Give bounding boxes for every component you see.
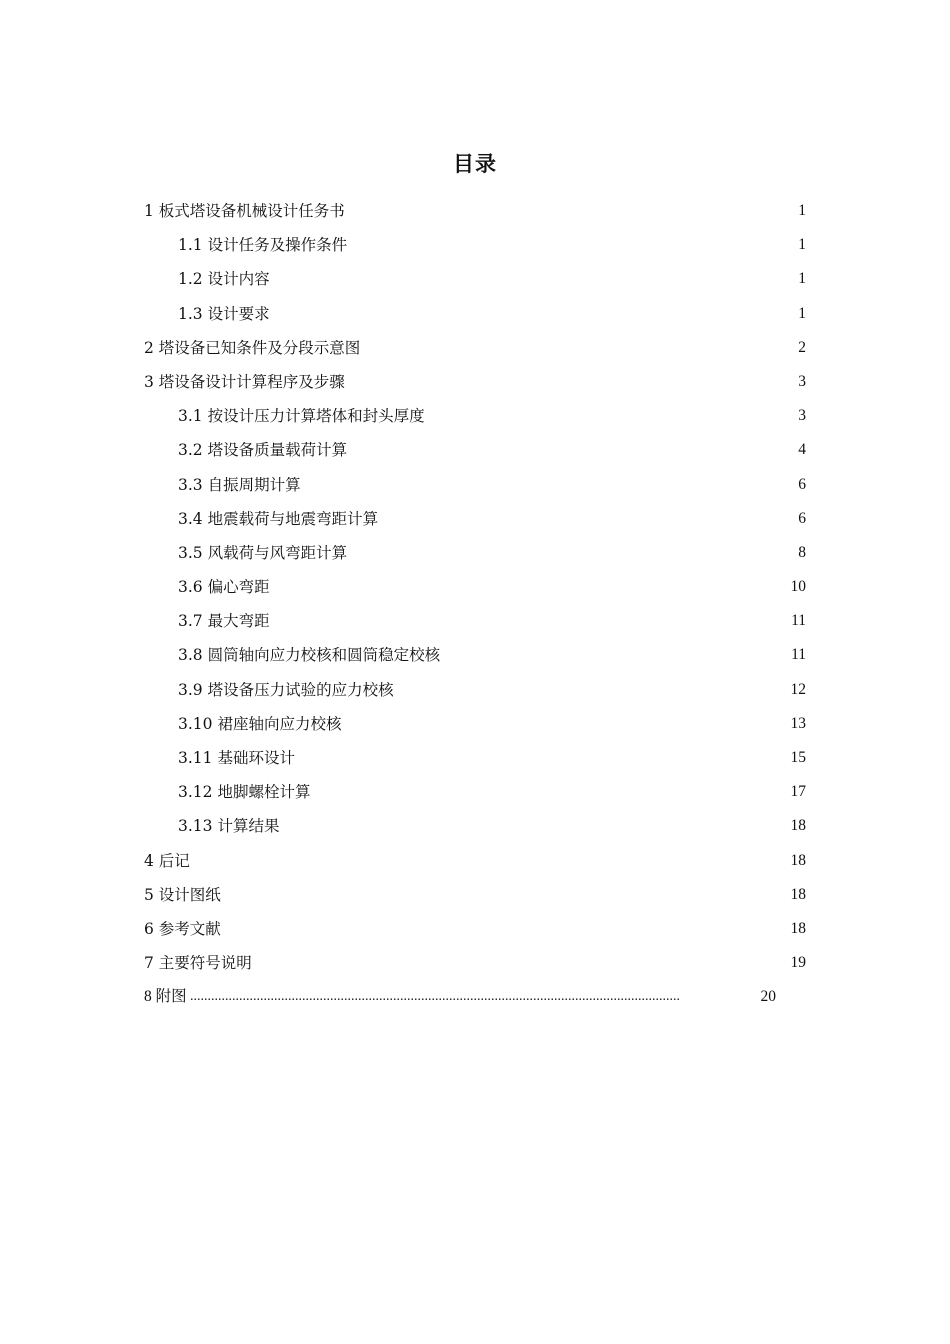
toc-entry-page: 6 [798,509,806,527]
toc-entry[interactable] [144,570,806,604]
toc-entry-label: 3.6 偏心弯距 [178,578,270,597]
toc-entry-page: 18 [790,885,806,903]
toc-entry-label: 3.5 风载荷与风弯距计算 [178,543,348,562]
toc-entry-page: 8 [798,543,806,561]
toc-entry-label: 3.1 按设计压力计算塔体和封头厚度 [178,407,425,426]
toc-entry[interactable] [144,946,806,980]
toc-entry-page: 3 [798,372,806,390]
toc-entry-label: 3.9 塔设备压力试验的应力校核 [178,680,394,699]
toc-entry-page: 1 [798,270,806,288]
toc-entry-page: 19 [790,954,806,972]
toc-entry-label: 3.12 地脚螺栓计算 [178,783,311,802]
toc-entry[interactable] [144,262,806,296]
toc-entry-label: 3.11 基础环设计 [178,749,295,767]
toc-entry-page: 10 [790,578,806,596]
toc-entry[interactable] [144,775,806,809]
toc-entry-page: 20 [760,988,776,1006]
toc-entry[interactable] [144,399,806,433]
toc-entry[interactable] [144,228,806,262]
toc-entry[interactable] [144,638,806,672]
toc-entry-label: 3.2 塔设备质量载荷计算 [178,441,348,460]
toc-entry[interactable] [144,878,806,912]
toc-entry-label: 6 参考文献 [144,919,221,938]
toc-entry-page: 18 [790,851,806,869]
toc-entry-page: 12 [790,680,806,698]
toc-entry[interactable] [144,741,806,775]
toc-entry[interactable] [144,331,806,365]
toc-entry-page: 1 [798,304,806,322]
toc-entry[interactable] [144,673,806,707]
toc-entry-page: 15 [790,749,806,766]
toc-entry-label: 1.3 设计要求 [178,304,270,323]
toc-entry-page: 4 [798,441,806,459]
toc-entry-label: 3 塔设备设计计算程序及步骤 [144,372,345,391]
toc-entry-label: 1 板式塔设备机械设计任务书 [144,202,345,220]
toc-entry-label: 3.13 计算结果 [178,817,280,836]
toc-entry[interactable] [144,604,806,638]
toc-entry[interactable] [144,194,806,228]
toc-entry[interactable] [144,502,806,536]
toc-entry-page: 6 [798,475,806,493]
toc-entry-label: 3.3 自振周期计算 [178,475,301,494]
toc-entry-label: 3.10 裙座轴向应力校核 [178,714,342,733]
toc-entry-page: 17 [790,783,806,801]
toc-entry-page: 2 [798,338,806,356]
toc-entry-label: 8 附图 [144,988,187,1006]
toc-entry[interactable] [144,536,806,570]
toc-entry-attachment[interactable] [144,980,806,1014]
toc-entry-page: 13 [790,714,806,732]
toc-entry-page: 18 [790,919,806,937]
toc-entry-label: 5 设计图纸 [144,885,221,904]
toc-entry-label: 4 后记 [144,851,190,870]
toc-entry[interactable] [144,297,806,331]
toc-entry-page: 1 [798,202,806,219]
toc-entry-label: 3.7 最大弯距 [178,612,270,631]
toc-entry-label: 2 塔设备已知条件及分段示意图 [144,338,361,357]
toc-entry-label: 3.8 圆筒轴向应力校核和圆筒稳定校核 [178,646,441,665]
toc-entry-page: 3 [798,407,806,425]
toc-entry[interactable] [144,912,806,946]
toc-entry-page: 11 [791,646,806,664]
table-of-contents [144,194,806,1015]
toc-entry[interactable] [144,468,806,502]
toc-entry-page: 1 [798,236,806,254]
toc-entry[interactable] [144,809,806,843]
toc-entry-label: 7 主要符号说明 [144,954,252,973]
toc-entry-label: 3.4 地震载荷与地震弯距计算 [178,509,379,528]
toc-entry-label: 1.1 设计任务及操作条件 [178,236,348,255]
toc-entry[interactable] [144,365,806,399]
toc-entry-page: 11 [791,612,806,630]
toc-entry[interactable] [144,844,806,878]
toc-entry-label: 1.2 设计内容 [178,270,270,289]
toc-entry[interactable] [144,433,806,467]
toc-entry[interactable] [144,707,806,741]
toc-title: 目录 [453,152,497,176]
toc-entry-page: 18 [790,817,806,835]
toc-dot-leader: ............................................................................................................................................ [190,989,680,1005]
